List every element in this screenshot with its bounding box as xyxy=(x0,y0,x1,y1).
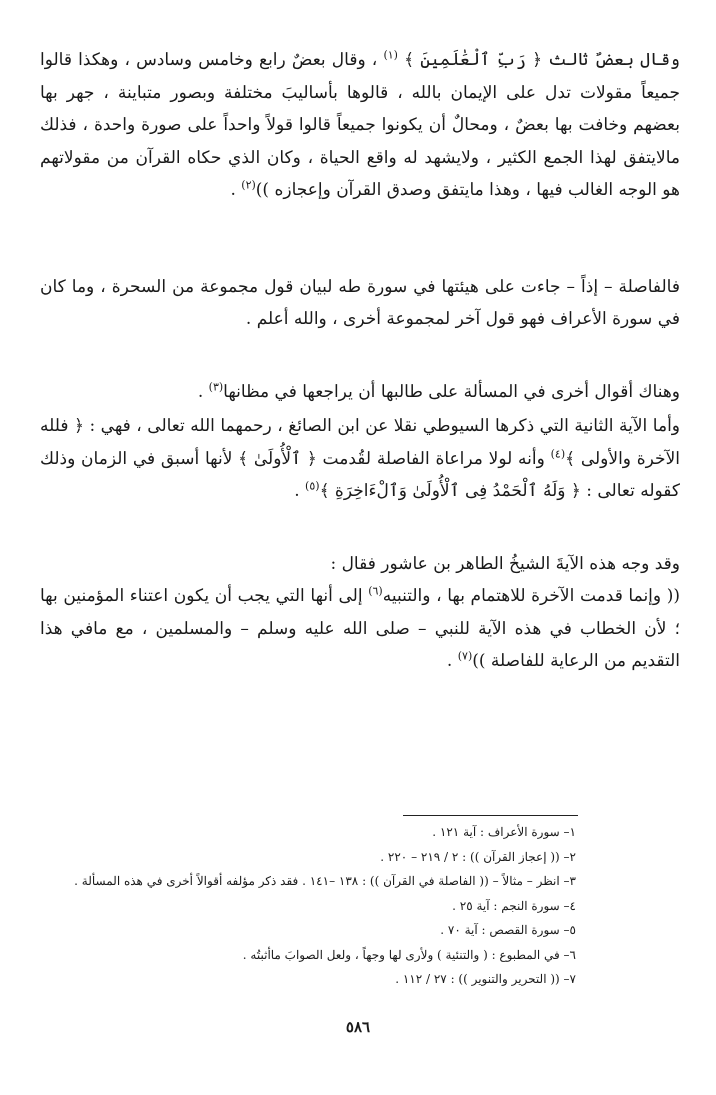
paragraph-1-text: وقال بعضٌ ثالث ﴿ رَبِّ ٱلْعَٰلَمِينَ ﴾ xyxy=(397,50,681,70)
paragraph-1-cont: ، وقال بعضٌ رابع وخامس وسادس ، وهكذا قالوا جميعاً مقولات تدل على الإيمان بالله ، قالوها بأساليبَ مختلفة وبصور متباينة ، جهر بها بعضهم وخافت بها بعضٌ ، ومحالٌ أن يكونوا جميعاً قالوا قولاً واحداً على صورة واحدة ، فذلك مالايتفق لهذا الجمع الكثير ، ولايشهد له واقع الحياة ، وكان الذي حكاه القرآن من مقولاتهم هو الوجه الغالب فيها ، وهذا مايتفق وصدق القرآن وإعجازه )) xyxy=(40,50,680,200)
paragraph-6 xyxy=(40,580,680,678)
paragraph-3-end: . xyxy=(197,381,209,402)
paragraph-3-text: وهناك أقوال أخرى في المسألة على طالبها أن يراجعها في مظانها xyxy=(223,381,680,402)
footnote-5: ٥– سورة القصص : آية ٧٠ . xyxy=(440,923,576,937)
footnote-marker-6: (٦) xyxy=(368,584,383,598)
paragraph-4-cont: وأنه لولا مراعاة الفاصلة لقُدمت ﴿ ٱلْأُولَىٰ ﴾ لأنها أسبق في الزمان وذلك كقوله تعالى : ﴿ وَلَهُ ٱلْحَمْدُ فِى ٱلْأُولَىٰ وَٱلْءَاخِرَةِ ﴾ xyxy=(40,448,680,501)
footnote-7: ٧– (( التحرير والتنوير )) : ٢٧ / ١١٢ . xyxy=(395,972,576,986)
footnote-6: ٦– في المطبوع : ( والتنئية ) ولأرى لها وجهاً ، ولعل الصوابَ ماأثبتُه . xyxy=(242,947,576,962)
footnote-divider xyxy=(403,815,578,816)
footnote-marker-5: (٥) xyxy=(305,479,320,493)
paragraph-4-end: . xyxy=(294,481,306,501)
footnote-2: ٢– (( إعجاز القرآن )) : ٢ / ٢١٩ – ٢٢٠ . xyxy=(380,849,576,864)
paragraph-4 xyxy=(40,410,680,508)
footnote-marker-3: (٣) xyxy=(208,379,224,393)
paragraph-6-end: . xyxy=(446,651,458,671)
footnote-marker-7: (٧) xyxy=(457,649,473,663)
footnotes xyxy=(16,820,576,992)
footnote-marker-1: (١) xyxy=(383,48,398,62)
paragraph-1 xyxy=(40,44,680,207)
paragraph-5 xyxy=(40,548,680,581)
paragraph-3 xyxy=(40,376,680,409)
paragraph-5-text: وقد وجه هذه الآيةَ الشيخُ الطاهر بن عاشور فقال : xyxy=(330,553,680,574)
footnote-marker-4: (٤) xyxy=(550,446,566,460)
footnote-marker-2: (٢) xyxy=(241,178,256,192)
paragraph-4-text: وأما الآية الثانية التي ذكرها السيوطي نقلا عن ابن الصائغ ، رحمهما الله تعالى ، فهي : ﴿ فلله الآخرة والأولى ﴾ xyxy=(40,416,680,469)
footnote-3: ٣– انظر – مثالاً – (( الفاصلة في القرآن )) : ١٣٨ –١٤١ . فقد ذكر مؤلفه أقوالاً أخرى في هذه المسألة . xyxy=(74,874,576,888)
paragraph-6-cont: إلى أنها التي يجب أن يكون اعتناء المؤمنين بها ؛ لأن الخطاب في هذه الآية للنبي – صلى الله عليه وسلم – والمسلمين ، مع مافي هذا التقديم من الرعاية للفاصلة )) xyxy=(40,586,680,671)
paragraph-2-text: فالفاصلة – إذاً – جاءت على هيئتها في سورة طه لبيان قول مجموعة من السحرة ، وما كان في سورة الأعراف فهو قول آخر لمجموعة أخرى ، والله أعلم . xyxy=(40,276,680,329)
page-number: ٥٨٦ xyxy=(345,1018,371,1036)
paragraph-1-end: . xyxy=(230,180,242,200)
footnote-4: ٤– سورة النجم : آية ٢٥ . xyxy=(452,898,576,913)
footnote-1: ١– سورة الأعراف : آية ١٢١ . xyxy=(432,825,576,839)
paragraph-2 xyxy=(40,271,680,336)
main-text xyxy=(40,44,680,678)
paragraph-6-text: (( وإنما قدمت الآخرة للاهتمام بها ، والتنبيه xyxy=(382,586,680,606)
